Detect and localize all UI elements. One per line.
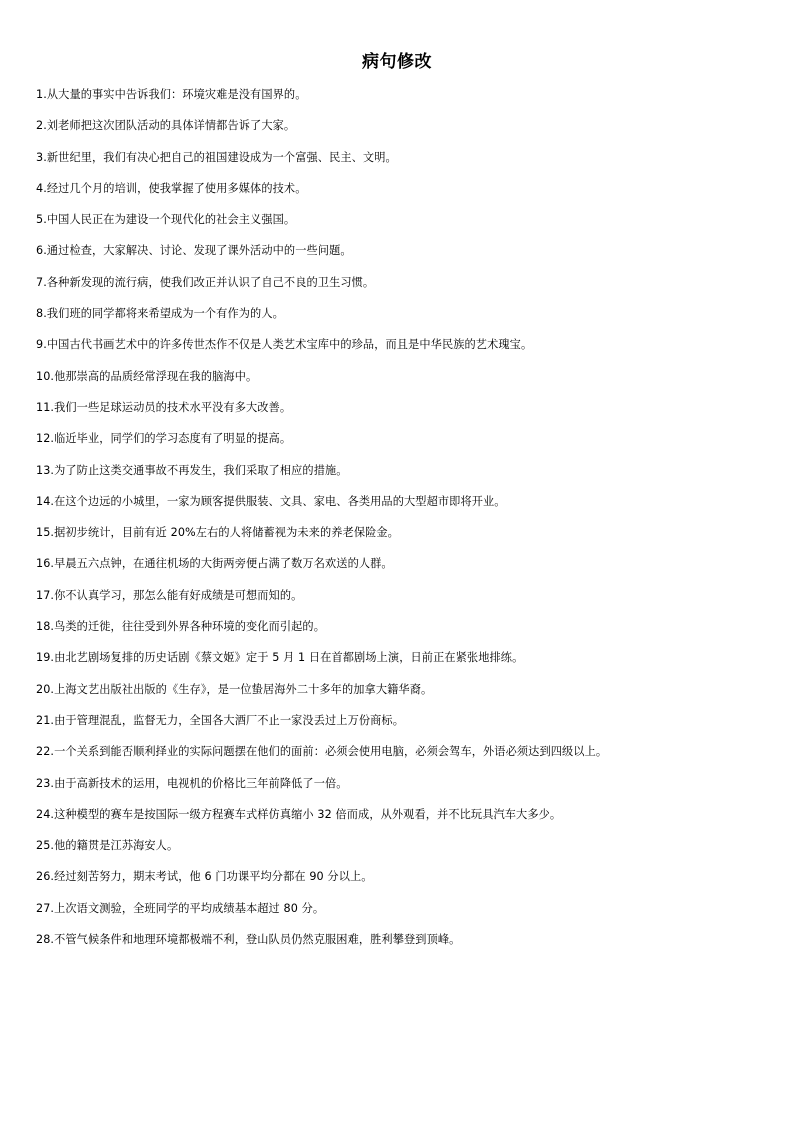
sentence-item: 26.经过刻苦努力，期末考试，他 6 门功课平均分都在 90 分以上。 xyxy=(36,870,373,884)
sentence-item: 10.他那崇高的品质经常浮现在我的脑海中。 xyxy=(36,369,258,383)
sentence-item: 13.为了防止这类交通事故不再发生，我们采取了相应的措施。 xyxy=(36,463,348,477)
sentence-item: 2.刘老师把这次团队活动的具体详情都告诉了大家。 xyxy=(36,119,296,133)
sentence-item: 25.他的籍贯是江苏海安人。 xyxy=(36,839,179,853)
sentence-item: 16.早晨五六点钟，在通往机场的大街两旁便占满了数万名欢送的人群。 xyxy=(36,557,393,571)
sentence-item: 3.新世纪里，我们有决心把自己的祖国建设成为一个富强、民主、文明。 xyxy=(36,150,397,164)
sentence-item: 23.由于高新技术的运用，电视机的价格比三年前降低了一倍。 xyxy=(36,776,348,790)
sentence-item: 9.中国古代书画艺术中的许多传世杰作不仅是人类艺术宝库中的珍品，而且是中华民族的艺术瑰宝。 xyxy=(36,338,533,352)
sentence-item: 7.各种新发现的流行病，使我们改正并认识了自己不良的卫生习惯。 xyxy=(36,275,375,289)
sentence-item: 1.从大量的事实中告诉我们：环境灾难是没有国界的。 xyxy=(36,88,307,101)
page-title: 病句修改 xyxy=(362,52,432,72)
sentence-item: 28.不管气候条件和地理环境都极端不利，登山队员仍然克服困难，胜利攀登到顶峰。 xyxy=(36,933,461,947)
sentence-item: 5.中国人民正在为建设一个现代化的社会主义强国。 xyxy=(36,213,296,227)
sentence-item: 18.鸟类的迁徙，往往受到外界各种环境的变化而引起的。 xyxy=(36,620,325,634)
sentence-item: 17.你不认真学习，那怎么能有好成绩是可想而知的。 xyxy=(36,588,303,602)
sentence-item: 21.由于管理混乱，监督无力，全国各大酒厂不止一家没丢过上万份商标。 xyxy=(36,713,405,727)
sentence-item: 20.上海文艺出版社出版的《生存》，是一位蛰居海外二十多年的加拿大籍华裔。 xyxy=(36,682,433,696)
sentence-item: 19.由北艺剧场复排的历史话剧《蔡文姬》定于 5 月 1 日在首都剧场上演，日前正在紧张地排练。 xyxy=(36,651,524,665)
sentence-item: 6.通过检查，大家解决、讨论、发现了课外活动中的一些问题。 xyxy=(36,244,352,258)
sentence-item: 8.我们班的同学都将来希望成为一个有作为的人。 xyxy=(36,307,284,321)
sentence-item: 11.我们一些足球运动员的技术水平没有多大改善。 xyxy=(36,400,292,414)
sentence-item: 27.上次语文测验，全班同学的平均成绩基本超过 80 分。 xyxy=(36,901,325,915)
sentence-item: 14.在这个边远的小城里，一家为顾客提供服装、文具、家电、各类用品的大型超市即将开业。 xyxy=(36,494,506,508)
sentence-item: 22.一个关系到能否顺利择业的实际问题摆在他们的面前：必须会使用电脑，必须会驾车，外语必须达到四级以上。 xyxy=(36,745,608,759)
sentence-item: 15.据初步统计，目前有近 20%左右的人将储蓄视为未来的养老保险金。 xyxy=(36,526,399,540)
sentence-item: 12.临近毕业，同学们的学习态度有了明显的提高。 xyxy=(36,432,292,446)
sentence-item: 24.这种模型的赛车是按国际一级方程赛车式样仿真缩小 32 倍而成，从外观看，并不比玩具汽车大多少。 xyxy=(36,807,562,821)
sentence-item: 4.经过几个月的培训，使我掌握了使用多媒体的技术。 xyxy=(36,181,307,195)
sentence-list xyxy=(36,86,776,962)
